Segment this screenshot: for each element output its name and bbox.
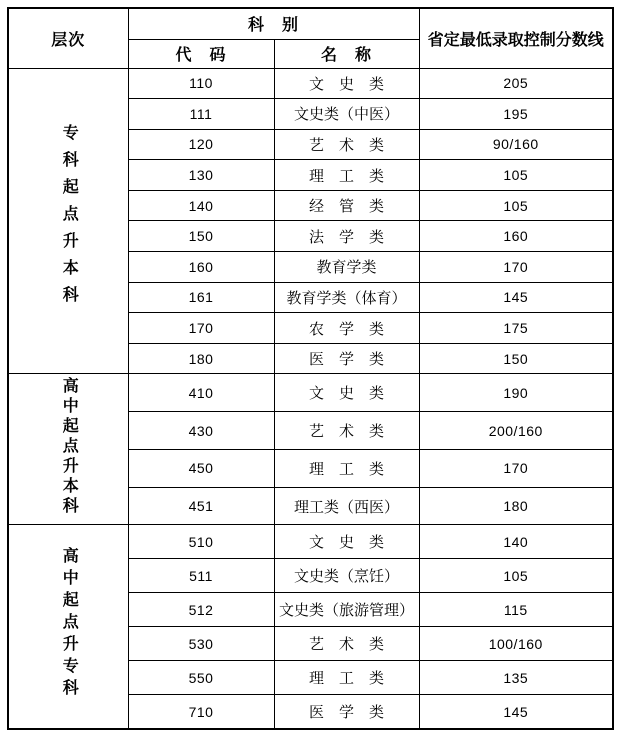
- level-cell-section-3: [8, 525, 128, 729]
- table-row: [8, 374, 613, 412]
- name-cell: 理工类（西医）: [274, 487, 419, 525]
- code-cell: 140: [128, 190, 274, 221]
- score-cell: 140: [419, 525, 613, 559]
- score-cell: 105: [419, 190, 613, 221]
- name-cell: 艺 术 类: [274, 627, 419, 661]
- code-cell: 150: [128, 221, 274, 252]
- code-cell: 130: [128, 160, 274, 191]
- name-cell: 农 学 类: [274, 313, 419, 344]
- name-cell: 文 史 类: [274, 374, 419, 412]
- name-cell: 艺 术 类: [274, 129, 419, 160]
- name-cell: 文 史 类: [274, 525, 419, 559]
- name-cell: 理 工 类: [274, 160, 419, 191]
- score-cell: 150: [419, 343, 613, 374]
- name-cell: 理 工 类: [274, 449, 419, 487]
- code-cell: 550: [128, 661, 274, 695]
- score-cell: 200/160: [419, 412, 613, 450]
- code-cell: 710: [128, 695, 274, 729]
- code-cell: 110: [128, 68, 274, 99]
- score-cell: 145: [419, 282, 613, 313]
- name-cell: 艺 术 类: [274, 412, 419, 450]
- level-cell-section-2: [8, 374, 128, 525]
- score-cell: 115: [419, 593, 613, 627]
- name-cell: 医 学 类: [274, 695, 419, 729]
- score-cell: 170: [419, 252, 613, 283]
- score-cell: 190: [419, 374, 613, 412]
- code-cell: 430: [128, 412, 274, 450]
- name-cell: 文 史 类: [274, 68, 419, 99]
- code-cell: 410: [128, 374, 274, 412]
- name-cell: 文史类（烹饪）: [274, 559, 419, 593]
- level-label: 专科起点升本科: [60, 123, 78, 313]
- score-cell: 170: [419, 449, 613, 487]
- code-cell: 451: [128, 487, 274, 525]
- code-cell: 160: [128, 252, 274, 283]
- score-line-table: [7, 7, 614, 730]
- score-cell: 105: [419, 559, 613, 593]
- score-cell: 90/160: [419, 129, 613, 160]
- name-cell: 教育学类（体育）: [274, 282, 419, 313]
- code-cell: 120: [128, 129, 274, 160]
- code-cell: 170: [128, 313, 274, 344]
- code-cell: 530: [128, 627, 274, 661]
- header-level: 层次: [8, 8, 128, 68]
- score-cell: 205: [419, 68, 613, 99]
- code-cell: 450: [128, 449, 274, 487]
- score-cell: 105: [419, 160, 613, 191]
- code-cell: 511: [128, 559, 274, 593]
- name-cell: 教育学类: [274, 252, 419, 283]
- score-cell: 160: [419, 221, 613, 252]
- header-name: 名 称: [274, 39, 419, 68]
- code-cell: 111: [128, 99, 274, 130]
- code-cell: 161: [128, 282, 274, 313]
- table-row: [8, 525, 613, 559]
- name-cell: 医 学 类: [274, 343, 419, 374]
- score-cell: 195: [419, 99, 613, 130]
- header-score-line: 省定最低录取控制分数线: [419, 8, 613, 68]
- level-label: 高中起点升专科: [60, 547, 78, 702]
- code-cell: 512: [128, 593, 274, 627]
- level-cell-section-1: [8, 68, 128, 374]
- name-cell: 法 学 类: [274, 221, 419, 252]
- score-cell: 145: [419, 695, 613, 729]
- name-cell: 理 工 类: [274, 661, 419, 695]
- level-label: 高中起点升本科: [60, 376, 78, 517]
- code-cell: 510: [128, 525, 274, 559]
- header-code: 代 码: [128, 39, 274, 68]
- code-cell: 180: [128, 343, 274, 374]
- name-cell: 文史类（旅游管理）: [274, 593, 419, 627]
- header-row-1: [8, 8, 613, 39]
- table-row: [8, 68, 613, 99]
- score-cell: 135: [419, 661, 613, 695]
- name-cell: 文史类（中医）: [274, 99, 419, 130]
- header-category: 科 别: [128, 8, 419, 39]
- score-cell: 175: [419, 313, 613, 344]
- name-cell: 经 管 类: [274, 190, 419, 221]
- score-cell: 100/160: [419, 627, 613, 661]
- score-cell: 180: [419, 487, 613, 525]
